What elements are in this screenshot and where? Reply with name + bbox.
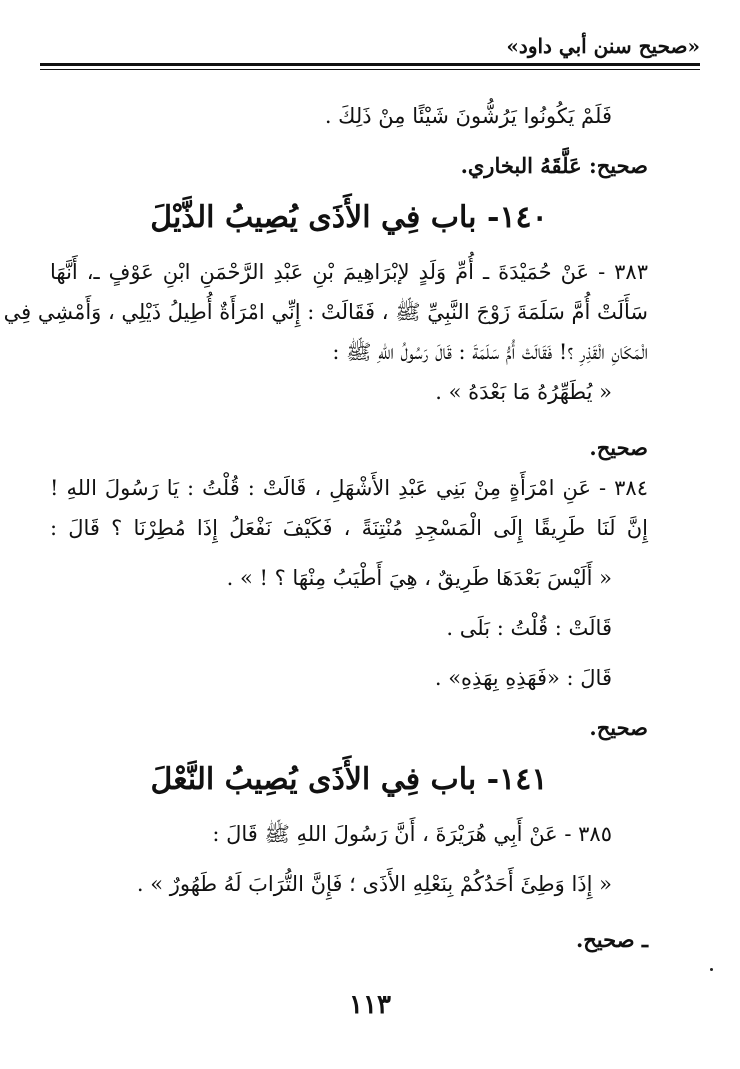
page-speck (710, 968, 713, 971)
intro-grade: صحيح: عَلَّقَهُ البخاري. (460, 153, 648, 178)
intro-line: فَلَمْ يَكُونُوا يَرُشُّونَ شَيْئًا مِنْ ذَلِكَ . (324, 104, 612, 128)
hadith-384-line-1: ٣٨٤ - عَنِ امْرَأَةٍ مِنْ بَنِي عَبْدِ الأَشْهَلِ ، قَالَتْ : قُلْتُ : يَا رَسُولَ اللهِ ! (50, 476, 648, 500)
hadith-383-line-4: « يُطَهِّرُهُ مَا بَعْدَهُ » . (435, 380, 612, 404)
chapter-heading-141: ١٤١- باب فِي الأَذَى يُصِيبُ النَّعْلَ (150, 762, 548, 797)
header-rule-thick (40, 63, 700, 66)
hadith-383-line-3: الْمَكَانِ الْقَذِرِ ؟! فَقَالَتْ أُمُّ سَلَمَةَ : قَالَ رَسُولُ اللهِ ﷺ : (332, 340, 648, 364)
running-header (40, 30, 700, 62)
header-rule-thin (40, 69, 700, 70)
hadith-383-grade: صحيح. (589, 435, 648, 460)
hadith-385-line-1: ٣٨٥ - عَنْ أَبِي هُرَيْرَةَ ، أَنَّ رَسُولَ اللهِ ﷺ قَالَ : (212, 822, 612, 846)
hadith-384-line-3: « أَلَيْسَ بَعْدَهَا طَرِيقٌ ، هِيَ أَطْيَبُ مِنْهَا ؟ ! » . (226, 566, 612, 590)
hadith-384-grade: صحيح. (589, 715, 648, 740)
header-title: «صحيح سنن أبي داود» (506, 34, 700, 58)
hadith-383-line-2: سَأَلَتْ أُمَّ سَلَمَةَ زَوْجَ النَّبِيِّ ﷺ ، فَقَالَتْ : إِنِّي امْرَأَةٌ أُطِيلُ ذَيْلِي ، وَأَمْشِي فِي (3, 300, 648, 324)
hadith-385-line-2: « إِذَا وَطِئَ أَحَدُكُمْ بِنَعْلِهِ الأَذَى ؛ فَإِنَّ التُّرَابَ لَهُ طَهُورٌ » . (136, 872, 612, 896)
page-number: ١١٣ (349, 990, 391, 1020)
hadith-383-line-1: ٣٨٣ - عَنْ حُمَيْدَةَ ـ أُمِّ وَلَدٍ لإبْرَاهِيمَ بْنِ عَبْدِ الرَّحْمَنِ ابْنِ عَوْفٍ ـ، أَنَّهَا (50, 260, 648, 284)
page-body (3, 96, 648, 960)
chapter-heading-140: ١٤٠- باب فِي الأَذَى يُصِيبُ الذَّيْلَ (150, 200, 548, 235)
hadith-384-line-2: إِنَّ لَنَا طَرِيقًا إِلَى الْمَسْجِدِ مُنْتِنَةً ، فَكَيْفَ نَفْعَلُ إِذَا مُطِرْنَا ؟ قَالَ : (50, 516, 648, 540)
hadith-385-grade: ـ صحيح. (575, 927, 648, 952)
hadith-384-line-4: قَالَتْ : قُلْتُ : بَلَى . (446, 616, 612, 640)
hadith-384-line-5: قَالَ : «فَهَذِهِ بِهَذِهِ» . (434, 666, 612, 690)
